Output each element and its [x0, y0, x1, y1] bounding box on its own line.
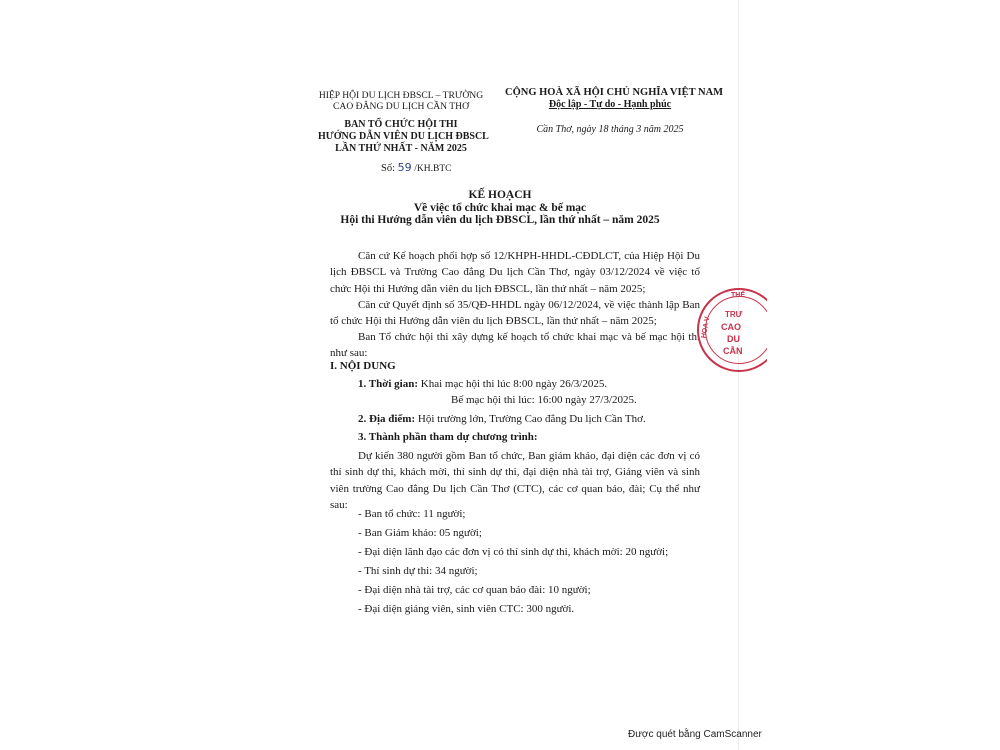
national-title: CỘNG HOÀ XÃ HỘI CHỦ NGHĨA VIỆT NAM — [505, 87, 724, 98]
committee-line-3: LẦN THỨ NHẤT - NĂM 2025 — [335, 143, 467, 154]
issue-date: Cần Thơ, ngày 18 tháng 3 năm 2025 — [536, 124, 684, 135]
scanner-watermark: Được quét bằng CamScanner — [628, 729, 762, 740]
participant-item: - Thí sinh dự thi: 34 người; — [358, 565, 478, 577]
national-motto — [505, 99, 715, 110]
committee-line-2: HƯỚNG DẪN VIÊN DU LỊCH ĐBSCL — [318, 131, 489, 142]
participants-intro: Dự kiến 380 người gồm Ban tổ chức, Ban giám khảo, đại diện các đơn vị có thí sinh dự thi, khách mời, thí sinh dự thi, đại diện nhà tài trợ, Giảng viên và sinh viên trường Cao đẳng Du lịch Cần Thơ (CTC), các cơ quan báo, đài; Cụ thể như sau: — [330, 450, 700, 511]
place-label: 2. Địa điểm: — [358, 413, 416, 425]
place-item — [358, 413, 646, 425]
stamp-text: TRƯ — [725, 310, 743, 319]
time-label: 1. Thời gian: — [358, 378, 418, 390]
preamble-paragraph-3: Ban Tổ chức hội thi xây dựng kế hoạch tổ chức khai mạc và bế mạc hội thi như sau: — [330, 331, 700, 360]
document-type-title: KẾ HOẠCH — [468, 189, 532, 201]
preamble-paragraph-2: Căn cứ Quyết định số 35/QĐ-HHDL ngày 06/12/2024, về việc thành lập Ban tổ chức Hội thi Hướng dẫn viên du lịch ĐBSCL, lần thứ nhất – năm 2025; — [330, 299, 700, 328]
participants-label: 3. Thành phần tham dự chương trình: — [358, 431, 538, 443]
stamp-text: CẦN — [723, 346, 743, 356]
committee-line-1: BAN TỔ CHỨC HỘI THI — [344, 119, 458, 130]
place-value: Hội trường lớn, Trường Cao đẳng Du lịch Cần Thơ. — [417, 413, 646, 425]
document-number-suffix: /KH.BTC — [414, 164, 452, 174]
document-number-value: 59 — [397, 161, 412, 174]
preamble-paragraph-1: Căn cứ Kế hoạch phối hợp số 12/KHPH-HHDL-CĐDLCT, của Hiệp Hội Du lịch ĐBSCL và Trường Cao đẳng Du lịch Cần Thơ, ngày 03/12/2024 về việc tổ chức Hội thi Hướng dẫn viên du lịch ĐBSCL, lần thứ nhất – năm 2025; — [330, 250, 700, 295]
stamp-text: THẾ — [731, 292, 745, 299]
participant-item: - Ban tổ chức: 11 người; — [358, 508, 466, 520]
participant-item: - Ban Giám khảo: 05 người; — [358, 527, 482, 539]
time-close: Bế mạc hội thi lúc: 16:00 ngày 27/3/2025. — [451, 394, 637, 406]
section-heading-content: I. NỘI DUNG — [330, 360, 396, 372]
document-page — [262, 0, 739, 750]
official-stamp — [697, 288, 767, 378]
participant-item: - Đại diện lãnh đạo các đơn vị có thí sinh dự thi, khách mời: 20 người; — [358, 546, 669, 558]
time-open: Khai mạc hội thi lúc 8:00 ngày 26/3/2025. — [420, 378, 608, 390]
issuer-line-2: CAO ĐẲNG DU LỊCH CẦN THƠ — [333, 101, 469, 112]
document-number — [381, 161, 451, 174]
stamp-text: CAO — [721, 322, 741, 332]
stamp-text: HOA V — [700, 316, 712, 339]
document-subject-line-2: Hội thi Hướng dẫn viên du lịch ĐBSCL, lần thứ nhất – năm 2025 — [340, 214, 660, 226]
document-number-prefix: Số: — [381, 163, 396, 174]
stamp-text: DU — [727, 334, 740, 344]
national-motto-text: Độc lập - Tự do - Hạnh phúc — [548, 99, 672, 110]
participant-item: - Đại diện nhà tài trợ, các cơ quan báo đài: 10 người; — [358, 584, 591, 596]
document-subject-line-1: Về việc tổ chức khai mạc & bế mạc — [413, 202, 587, 214]
participant-item: - Đại diện giảng viên, sinh viên CTC: 300 người. — [358, 603, 575, 615]
issuer-line-1: HIỆP HỘI DU LỊCH ĐBSCL – TRƯỜNG — [318, 90, 484, 101]
time-item — [358, 378, 607, 390]
